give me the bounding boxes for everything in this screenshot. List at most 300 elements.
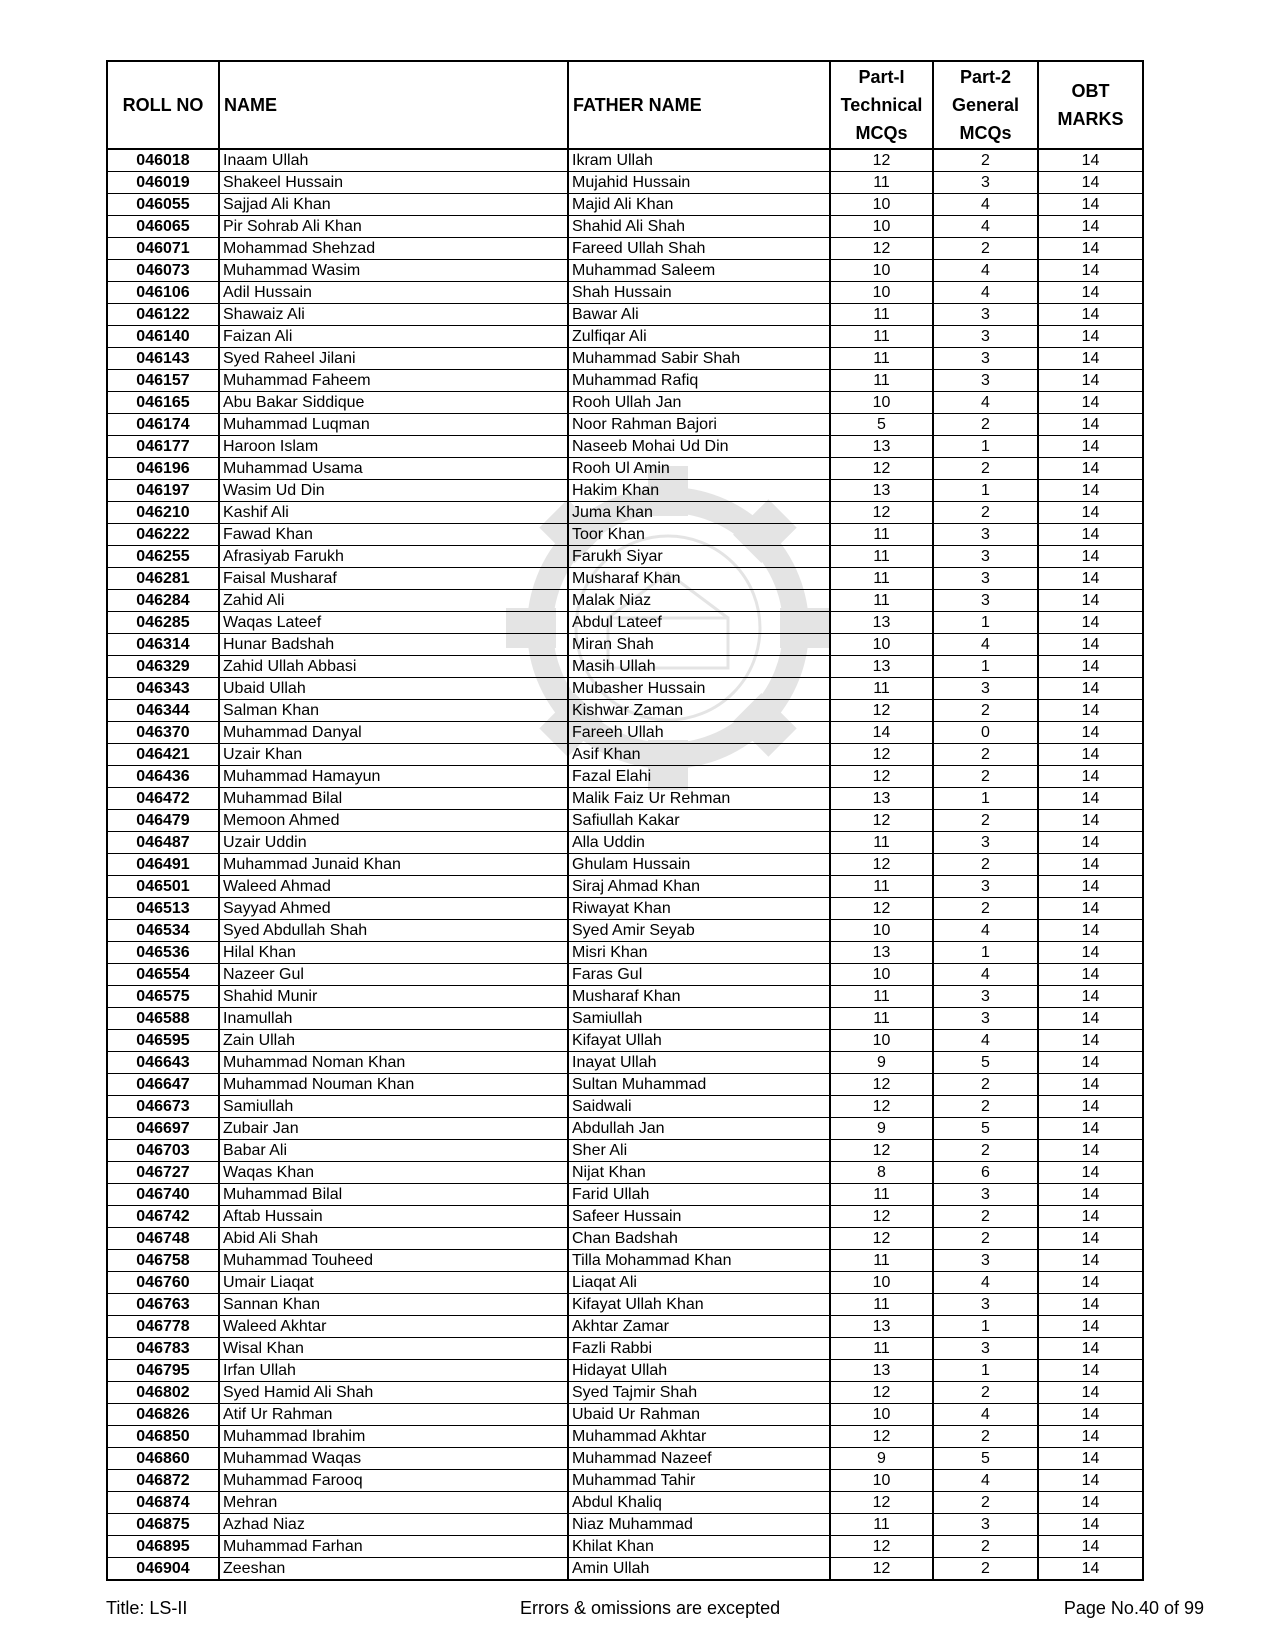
name-cell: Muhammad Wasim	[219, 260, 568, 282]
roll-no-cell: 046019	[107, 172, 219, 194]
name-cell: Umair Liaqat	[219, 1272, 568, 1294]
roll-no-cell: 046329	[107, 656, 219, 678]
part2-score-cell: 3	[933, 172, 1038, 194]
obt-marks-cell: 14	[1038, 260, 1143, 282]
name-cell: Sayyad Ahmed	[219, 898, 568, 920]
table-row	[107, 1228, 1143, 1250]
father-name-cell: Zulfiqar Ali	[568, 326, 830, 348]
obt-marks-cell: 14	[1038, 1470, 1143, 1492]
part1-score-cell: 12	[830, 1228, 933, 1250]
part1-score-cell: 12	[830, 458, 933, 480]
father-name-cell: Tilla Mohammad Khan	[568, 1250, 830, 1272]
father-name-cell: Farukh Siyar	[568, 546, 830, 568]
part2-score-cell: 3	[933, 832, 1038, 854]
father-name-cell: Muhammad Sabir Shah	[568, 348, 830, 370]
obt-marks-cell: 14	[1038, 568, 1143, 590]
obt-marks-cell: 14	[1038, 832, 1143, 854]
roll-no-cell: 046872	[107, 1470, 219, 1492]
father-name-cell: Malak Niaz	[568, 590, 830, 612]
roll-no-cell: 046174	[107, 414, 219, 436]
table-row	[107, 1206, 1143, 1228]
roll-no-cell: 046018	[107, 149, 219, 172]
roll-no-cell: 046783	[107, 1338, 219, 1360]
table-row	[107, 436, 1143, 458]
table-row	[107, 502, 1143, 524]
obt-marks-cell: 14	[1038, 1008, 1143, 1030]
name-cell: Muhammad Luqman	[219, 414, 568, 436]
name-cell: Muhammad Farooq	[219, 1470, 568, 1492]
father-name-cell: Sher Ali	[568, 1140, 830, 1162]
part2-score-cell: 2	[933, 502, 1038, 524]
name-cell: Syed Raheel Jilani	[219, 348, 568, 370]
part1-score-cell: 13	[830, 656, 933, 678]
table-row	[107, 1294, 1143, 1316]
header-part1-line: Technical	[840, 95, 923, 115]
table-row	[107, 678, 1143, 700]
name-cell: Zain Ullah	[219, 1030, 568, 1052]
footer-notice: Errors & omissions are excepted	[520, 1598, 781, 1618]
table-row	[107, 964, 1143, 986]
part1-score-cell: 11	[830, 1250, 933, 1272]
obt-marks-cell: 14	[1038, 502, 1143, 524]
part2-score-cell: 3	[933, 590, 1038, 612]
father-name-cell: Majid Ali Khan	[568, 194, 830, 216]
obt-marks-cell: 14	[1038, 458, 1143, 480]
name-cell: Waleed Akhtar	[219, 1316, 568, 1338]
obt-marks-cell: 14	[1038, 1272, 1143, 1294]
part2-score-cell: 2	[933, 766, 1038, 788]
obt-marks-cell: 14	[1038, 920, 1143, 942]
roll-no-cell: 046513	[107, 898, 219, 920]
part1-score-cell: 10	[830, 1272, 933, 1294]
table-row	[107, 1426, 1143, 1448]
father-name-cell: Masih Ullah	[568, 656, 830, 678]
table-row	[107, 326, 1143, 348]
name-cell: Sannan Khan	[219, 1294, 568, 1316]
obt-marks-cell: 14	[1038, 1228, 1143, 1250]
father-name-cell: Chan Badshah	[568, 1228, 830, 1250]
part2-score-cell: 2	[933, 1492, 1038, 1514]
part1-score-cell: 11	[830, 876, 933, 898]
part1-score-cell: 11	[830, 986, 933, 1008]
obt-marks-cell: 14	[1038, 1316, 1143, 1338]
name-cell: Uzair Khan	[219, 744, 568, 766]
roll-no-cell: 046826	[107, 1404, 219, 1426]
obt-marks-cell: 14	[1038, 1338, 1143, 1360]
name-cell: Irfan Ullah	[219, 1360, 568, 1382]
part2-score-cell: 4	[933, 634, 1038, 656]
part1-score-cell: 10	[830, 634, 933, 656]
roll-no-cell: 046647	[107, 1074, 219, 1096]
table-row	[107, 986, 1143, 1008]
father-name-cell: Rooh Ul Amin	[568, 458, 830, 480]
obt-marks-cell: 14	[1038, 964, 1143, 986]
part2-score-cell: 3	[933, 1514, 1038, 1536]
roll-no-cell: 046314	[107, 634, 219, 656]
table-row	[107, 238, 1143, 260]
father-name-cell: Niaz Muhammad	[568, 1514, 830, 1536]
name-cell: Kashif Ali	[219, 502, 568, 524]
name-cell: Muhammad Noman Khan	[219, 1052, 568, 1074]
roll-no-cell: 046575	[107, 986, 219, 1008]
part1-score-cell: 11	[830, 678, 933, 700]
part1-score-cell: 12	[830, 1382, 933, 1404]
header-obt-line: MARKS	[1057, 109, 1124, 129]
obt-marks-cell: 14	[1038, 1514, 1143, 1536]
part1-score-cell: 11	[830, 1514, 933, 1536]
obt-marks-cell: 14	[1038, 656, 1143, 678]
part2-score-cell: 3	[933, 348, 1038, 370]
obt-marks-cell: 14	[1038, 1184, 1143, 1206]
part1-score-cell: 11	[830, 172, 933, 194]
table-row	[107, 810, 1143, 832]
table-row	[107, 612, 1143, 634]
roll-no-cell: 046140	[107, 326, 219, 348]
part2-score-cell: 3	[933, 304, 1038, 326]
name-cell: Aftab Hussain	[219, 1206, 568, 1228]
roll-no-cell: 046472	[107, 788, 219, 810]
roll-no-cell: 046344	[107, 700, 219, 722]
obt-marks-cell: 14	[1038, 326, 1143, 348]
obt-marks-cell: 14	[1038, 414, 1143, 436]
part2-score-cell: 1	[933, 788, 1038, 810]
part2-score-cell: 4	[933, 1470, 1038, 1492]
father-name-cell: Fazal Elahi	[568, 766, 830, 788]
part2-score-cell: 3	[933, 370, 1038, 392]
obt-marks-cell: 14	[1038, 590, 1143, 612]
name-cell: Zahid Ali	[219, 590, 568, 612]
father-name-cell: Hidayat Ullah	[568, 1360, 830, 1382]
obt-marks-cell: 14	[1038, 854, 1143, 876]
part1-score-cell: 10	[830, 260, 933, 282]
obt-marks-cell: 14	[1038, 392, 1143, 414]
table-row	[107, 722, 1143, 744]
table-row	[107, 392, 1143, 414]
father-name-cell: Abdul Khaliq	[568, 1492, 830, 1514]
name-cell: Mehran	[219, 1492, 568, 1514]
part2-score-cell: 2	[933, 414, 1038, 436]
roll-no-cell: 046643	[107, 1052, 219, 1074]
name-cell: Muhammad Hamayun	[219, 766, 568, 788]
father-name-cell: Muhammad Tahir	[568, 1470, 830, 1492]
roll-no-cell: 046778	[107, 1316, 219, 1338]
roll-no-cell: 046421	[107, 744, 219, 766]
part2-score-cell: 2	[933, 1140, 1038, 1162]
part1-score-cell: 12	[830, 766, 933, 788]
obt-marks-cell: 14	[1038, 766, 1143, 788]
part1-score-cell: 11	[830, 370, 933, 392]
roll-no-cell: 046165	[107, 392, 219, 414]
roll-no-cell: 046673	[107, 1096, 219, 1118]
part1-score-cell: 11	[830, 304, 933, 326]
part1-score-cell: 13	[830, 942, 933, 964]
header-name: NAME	[219, 61, 568, 149]
obt-marks-cell: 14	[1038, 1404, 1143, 1426]
table-row	[107, 1536, 1143, 1558]
father-name-cell: Khilat Khan	[568, 1536, 830, 1558]
father-name-cell: Liaqat Ali	[568, 1272, 830, 1294]
obt-marks-cell: 14	[1038, 1426, 1143, 1448]
part2-score-cell: 2	[933, 1426, 1038, 1448]
table-row	[107, 458, 1143, 480]
part1-score-cell: 13	[830, 1360, 933, 1382]
part2-score-cell: 4	[933, 392, 1038, 414]
father-name-cell: Rooh Ullah Jan	[568, 392, 830, 414]
name-cell: Haroon Islam	[219, 436, 568, 458]
obt-marks-cell: 14	[1038, 1052, 1143, 1074]
table-row	[107, 832, 1143, 854]
part1-score-cell: 12	[830, 744, 933, 766]
part2-score-cell: 2	[933, 700, 1038, 722]
part2-score-cell: 2	[933, 238, 1038, 260]
name-cell: Muhammad Faheem	[219, 370, 568, 392]
table-row	[107, 304, 1143, 326]
name-cell: Faisal Musharaf	[219, 568, 568, 590]
part1-score-cell: 13	[830, 480, 933, 502]
part2-score-cell: 3	[933, 1008, 1038, 1030]
obt-marks-cell: 14	[1038, 480, 1143, 502]
table-row	[107, 1558, 1143, 1581]
part1-score-cell: 12	[830, 1206, 933, 1228]
part2-score-cell: 2	[933, 149, 1038, 172]
obt-marks-cell: 14	[1038, 986, 1143, 1008]
roll-no-cell: 046071	[107, 238, 219, 260]
header-part1-line: MCQs	[855, 123, 908, 143]
table-row	[107, 480, 1143, 502]
part2-score-cell: 2	[933, 1228, 1038, 1250]
father-name-cell: Kifayat Ullah	[568, 1030, 830, 1052]
part2-score-cell: 2	[933, 854, 1038, 876]
table-row	[107, 1492, 1143, 1514]
obt-marks-cell: 14	[1038, 348, 1143, 370]
table-row	[107, 348, 1143, 370]
name-cell: Wisal Khan	[219, 1338, 568, 1360]
roll-no-cell: 046536	[107, 942, 219, 964]
roll-no-cell: 046874	[107, 1492, 219, 1514]
part2-score-cell: 4	[933, 282, 1038, 304]
part1-score-cell: 12	[830, 1074, 933, 1096]
name-cell: Muhammad Bilal	[219, 788, 568, 810]
roll-no-cell: 046534	[107, 920, 219, 942]
table-row	[107, 568, 1143, 590]
header-part2-line: General	[951, 95, 1020, 115]
obt-marks-cell: 14	[1038, 876, 1143, 898]
part2-score-cell: 1	[933, 942, 1038, 964]
part2-score-cell: 4	[933, 964, 1038, 986]
part1-score-cell: 11	[830, 1184, 933, 1206]
roll-no-cell: 046255	[107, 546, 219, 568]
part2-score-cell: 1	[933, 1316, 1038, 1338]
part2-score-cell: 2	[933, 1382, 1038, 1404]
part1-score-cell: 10	[830, 392, 933, 414]
father-name-cell: Kishwar Zaman	[568, 700, 830, 722]
father-name-cell: Noor Rahman Bajori	[568, 414, 830, 436]
name-cell: Hunar Badshah	[219, 634, 568, 656]
table-row	[107, 766, 1143, 788]
table-row	[107, 942, 1143, 964]
father-name-cell: Kifayat Ullah Khan	[568, 1294, 830, 1316]
part1-score-cell: 10	[830, 920, 933, 942]
roll-no-cell: 046436	[107, 766, 219, 788]
obt-marks-cell: 14	[1038, 700, 1143, 722]
roll-no-cell: 046491	[107, 854, 219, 876]
father-name-cell: Malik Faiz Ur Rehman	[568, 788, 830, 810]
table-row	[107, 216, 1143, 238]
part2-score-cell: 1	[933, 612, 1038, 634]
results-table	[106, 60, 1144, 1581]
father-name-cell: Alla Uddin	[568, 832, 830, 854]
name-cell: Samiullah	[219, 1096, 568, 1118]
part2-score-cell: 5	[933, 1118, 1038, 1140]
roll-no-cell: 046875	[107, 1514, 219, 1536]
name-cell: Syed Abdullah Shah	[219, 920, 568, 942]
name-cell: Faizan Ali	[219, 326, 568, 348]
roll-no-cell: 046177	[107, 436, 219, 458]
name-cell: Waqas Lateef	[219, 612, 568, 634]
obt-marks-cell: 14	[1038, 1074, 1143, 1096]
name-cell: Waqas Khan	[219, 1162, 568, 1184]
table-row	[107, 282, 1143, 304]
roll-no-cell: 046065	[107, 216, 219, 238]
part1-score-cell: 12	[830, 1558, 933, 1581]
roll-no-cell: 046370	[107, 722, 219, 744]
table-row	[107, 1008, 1143, 1030]
father-name-cell: Amin Ullah	[568, 1558, 830, 1581]
part1-score-cell: 12	[830, 1140, 933, 1162]
header-row	[107, 61, 1143, 149]
roll-no-cell: 046122	[107, 304, 219, 326]
father-name-cell: Musharaf Khan	[568, 986, 830, 1008]
part2-score-cell: 4	[933, 920, 1038, 942]
roll-no-cell: 046760	[107, 1272, 219, 1294]
obt-marks-cell: 14	[1038, 1448, 1143, 1470]
roll-no-cell: 046860	[107, 1448, 219, 1470]
name-cell: Waleed Ahmad	[219, 876, 568, 898]
part1-score-cell: 9	[830, 1118, 933, 1140]
name-cell: Wasim Ud Din	[219, 480, 568, 502]
header-obt-marks	[1038, 61, 1143, 149]
part1-score-cell: 10	[830, 216, 933, 238]
table-row	[107, 1030, 1143, 1052]
roll-no-cell: 046895	[107, 1536, 219, 1558]
father-name-cell: Siraj Ahmad Khan	[568, 876, 830, 898]
part2-score-cell: 2	[933, 458, 1038, 480]
obt-marks-cell: 14	[1038, 436, 1143, 458]
obt-marks-cell: 14	[1038, 678, 1143, 700]
part1-score-cell: 11	[830, 546, 933, 568]
father-name-cell: Muhammad Nazeef	[568, 1448, 830, 1470]
part2-score-cell: 6	[933, 1162, 1038, 1184]
father-name-cell: Abdul Lateef	[568, 612, 830, 634]
part1-score-cell: 13	[830, 788, 933, 810]
father-name-cell: Syed Amir Seyab	[568, 920, 830, 942]
table-row	[107, 1074, 1143, 1096]
father-name-cell: Shahid Ali Shah	[568, 216, 830, 238]
father-name-cell: Fazli Rabbi	[568, 1338, 830, 1360]
part1-score-cell: 11	[830, 590, 933, 612]
part2-score-cell: 3	[933, 876, 1038, 898]
part2-score-cell: 3	[933, 678, 1038, 700]
name-cell: Adil Hussain	[219, 282, 568, 304]
roll-no-cell: 046487	[107, 832, 219, 854]
roll-no-cell: 046850	[107, 1426, 219, 1448]
header-roll-no: ROLL NO	[107, 61, 219, 149]
part1-score-cell: 10	[830, 964, 933, 986]
father-name-cell: Hakim Khan	[568, 480, 830, 502]
table-row	[107, 414, 1143, 436]
obt-marks-cell: 14	[1038, 216, 1143, 238]
name-cell: Hilal Khan	[219, 942, 568, 964]
obt-marks-cell: 14	[1038, 524, 1143, 546]
part2-score-cell: 2	[933, 744, 1038, 766]
table-row	[107, 700, 1143, 722]
roll-no-cell: 046697	[107, 1118, 219, 1140]
part1-score-cell: 12	[830, 1492, 933, 1514]
name-cell: Muhammad Touheed	[219, 1250, 568, 1272]
table-row	[107, 1272, 1143, 1294]
part1-score-cell: 13	[830, 436, 933, 458]
obt-marks-cell: 14	[1038, 744, 1143, 766]
name-cell: Muhammad Farhan	[219, 1536, 568, 1558]
name-cell: Muhammad Ibrahim	[219, 1426, 568, 1448]
name-cell: Shawaiz Ali	[219, 304, 568, 326]
roll-no-cell: 046196	[107, 458, 219, 480]
obt-marks-cell: 14	[1038, 1096, 1143, 1118]
name-cell: Fawad Khan	[219, 524, 568, 546]
obt-marks-cell: 14	[1038, 1558, 1143, 1581]
father-name-cell: Misri Khan	[568, 942, 830, 964]
name-cell: Pir Sohrab Ali Khan	[219, 216, 568, 238]
part2-score-cell: 2	[933, 1558, 1038, 1581]
obt-marks-cell: 14	[1038, 1140, 1143, 1162]
roll-no-cell: 046904	[107, 1558, 219, 1581]
name-cell: Abu Bakar Siddique	[219, 392, 568, 414]
obt-marks-cell: 14	[1038, 634, 1143, 656]
father-name-cell: Asif Khan	[568, 744, 830, 766]
part2-score-cell: 3	[933, 524, 1038, 546]
part1-score-cell: 5	[830, 414, 933, 436]
name-cell: Syed Hamid Ali Shah	[219, 1382, 568, 1404]
part1-score-cell: 11	[830, 832, 933, 854]
table-row	[107, 524, 1143, 546]
part1-score-cell: 13	[830, 612, 933, 634]
obt-marks-cell: 14	[1038, 304, 1143, 326]
name-cell: Muhammad Usama	[219, 458, 568, 480]
part2-score-cell: 2	[933, 898, 1038, 920]
father-name-cell: Abdullah Jan	[568, 1118, 830, 1140]
part1-score-cell: 10	[830, 194, 933, 216]
roll-no-cell: 046588	[107, 1008, 219, 1030]
roll-no-cell: 046157	[107, 370, 219, 392]
obt-marks-cell: 14	[1038, 1162, 1143, 1184]
roll-no-cell: 046222	[107, 524, 219, 546]
part1-score-cell: 14	[830, 722, 933, 744]
roll-no-cell: 046703	[107, 1140, 219, 1162]
part2-score-cell: 3	[933, 1184, 1038, 1206]
father-name-cell: Syed Tajmir Shah	[568, 1382, 830, 1404]
table-row	[107, 1338, 1143, 1360]
roll-no-cell: 046740	[107, 1184, 219, 1206]
name-cell: Zeeshan	[219, 1558, 568, 1581]
name-cell: Shakeel Hussain	[219, 172, 568, 194]
name-cell: Salman Khan	[219, 700, 568, 722]
name-cell: Uzair Uddin	[219, 832, 568, 854]
roll-no-cell: 046763	[107, 1294, 219, 1316]
obt-marks-cell: 14	[1038, 282, 1143, 304]
table-row	[107, 590, 1143, 612]
obt-marks-cell: 14	[1038, 788, 1143, 810]
name-cell: Muhammad Danyal	[219, 722, 568, 744]
